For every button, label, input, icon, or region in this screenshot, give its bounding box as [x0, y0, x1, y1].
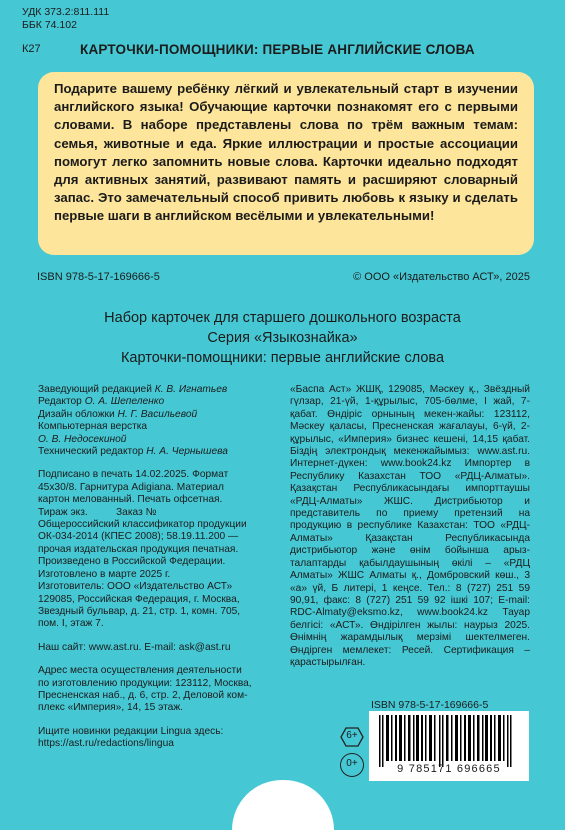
bbk-code: ББК 74.102 [22, 19, 77, 31]
website-line: Наш сайт: www.ast.ru. E-mail: ask@ast.ru [38, 641, 231, 653]
address-line: Пресненская наб., д. 6, стр. 2, Деловой ком- [38, 689, 248, 701]
series-name: Серия «Языкознайка» [207, 330, 358, 346]
print-info-line: Общероссийский классификатор продукции [38, 519, 247, 531]
age-rating-0: 0+ [340, 753, 364, 777]
promo-box [38, 72, 534, 255]
print-info-line: 129085, Российская Федерация, г. Москва, [38, 593, 240, 605]
credit-line: Редактор О. А. Шепеленко [38, 396, 165, 408]
classification-codes [22, 6, 109, 32]
imprint-column [38, 384, 278, 751]
address-line: плекс «Империя», 14, 15 этаж. [38, 702, 183, 714]
page-title: КАРТОЧКИ-ПОМОЩНИКИ: ПЕРВЫЕ АНГЛИЙСКИЕ СЛОВА [80, 42, 475, 57]
print-info-line: Изготовлено в марте 2025 г. [38, 568, 171, 580]
print-info-line: пом. I, этаж 7. [38, 618, 104, 630]
credit-line: Заведующий редакцией К. В. Игнатьев [38, 384, 228, 395]
print-info-line: Звездный бульвар, д. 21, стр. 1, комн. 705, [38, 605, 241, 617]
isbn: ISBN 978-5-17-169666-5 [37, 271, 160, 283]
copyright: © ООО «Издательство АСТ», 2025 [353, 271, 530, 283]
author-mark: К27 [22, 43, 41, 55]
print-info-line: Подписано в печать 14.02.2025. Формат [38, 469, 229, 481]
print-info-line: картон мелованный. Печать офсетная. [38, 494, 223, 506]
age-rating-6: 6+ [340, 727, 364, 752]
print-info-line: ОК-034-2014 (КПЕС 2008); 58.19.11.200 — [38, 531, 239, 543]
product-type: Набор карточек для старшего дошкольного возраста [104, 310, 461, 326]
credit-line: Технический редактор Н. А. Чернышева [38, 446, 228, 458]
barcode-digits: 9 785171 696665 [397, 763, 501, 775]
kazakh-imprint [290, 384, 530, 669]
kazakh-text: «Баспа Аст» ЖШҚ, 129085, Мәскеу қ., Звёздный гүлзар, 21-үй, 1-құрылыс, 705-бөлме, I жай, 7-қабат. Өндіріс орнының мекен-жайы: 123112, Мәскеу қаласы, Пресненская жағалауы, 6-үй, 2-құрылыс, «Империя» бизнес кешені, 14,15 қабат. Біздің электрондық мекенжайымыз: www.ast.ru. Интернет-дүкен: www.book24.kz Импортер в Республику Казахстан ТОО «РДЦ-Алматы». Қазақстан Республикасындағы импорттаушы «РДЦ-Алматы» ЖШС. Дистрибьютор и представитель по приему претензий на продукцию в республике Казахстан: ТОО «РДЦ-Алматы» Қазақстан Республикасында дистрибьютор және өнім бойынша арыз-талаптарды қабылдаушының өкілі – «РДЦ Алматы» ЖШС Алматы қ., Домбровский көш., 3 «а» үй, Б литері, 1 кеңсе. Тел.: 8 (727) 251 59 90,91, факс: 8 (727) 251 59 92 ішкі 107; E-mail: RDC-Almaty@eksmo.kz, www.book24.kz Тауар белгісі: «АСТ». Өндірілген жылы: наурыз 2025. Өнімнің жарамдылық мерзімі шектелмеген. Өндірген мемлекет: Ресей. Сертификация – қарастырылған. [290, 384, 530, 668]
address-line: по изготовлению продукции: 123112, Москва, [38, 677, 252, 689]
address-line: Адрес места осуществления деятельности [38, 665, 242, 677]
bottom-tab [232, 780, 334, 830]
print-info-line: Произведено в Российской Федерации. [38, 556, 226, 568]
credit-line: О. В. Недосекиной [38, 433, 127, 445]
print-info-line: 45х30/8. Гарнитура Adigiana. Материал [38, 481, 224, 493]
print-info-line: Изготовитель: ООО «Издательство АСТ» [38, 581, 233, 593]
credit-line: Компьютерная верстка [38, 421, 148, 433]
lingua-link: https://ast.ru/redactions/lingua [38, 738, 174, 750]
print-info-line: Тираж экз. Заказ № [38, 506, 157, 518]
credit-line: Дизайн обложки Н. Г. Васильевой [38, 408, 198, 420]
print-info-line: прочая издательская продукция печатная. [38, 543, 239, 555]
product-title: Карточки-помощники: первые английские слова [120, 350, 445, 366]
udk-code: УДК 373.2:811.111 [22, 6, 110, 18]
lingua-line: Ищите новинки редакции Lingua здесь: [38, 725, 224, 737]
promo-text: Подарите вашему ребёнку лёгкий и увлекательный старт в изучении английского языка! Обучающие карточки познакомят его с первыми словами. В наборе представлены слова по трём важным темам: семья, животные и еда. Яркие иллюстрации и простые ассоциации помогут легко запомнить новые слова. Карточки идеально подходят для активных занятий, развивают память и расширяют словарный запас. Это замечательный способ привить любовь к языку и сделать первые шаги в английском весёлыми и увлекательными! [54, 81, 518, 224]
barcode-isbn: ISBN 978-5-17-169666-5 [371, 699, 489, 711]
